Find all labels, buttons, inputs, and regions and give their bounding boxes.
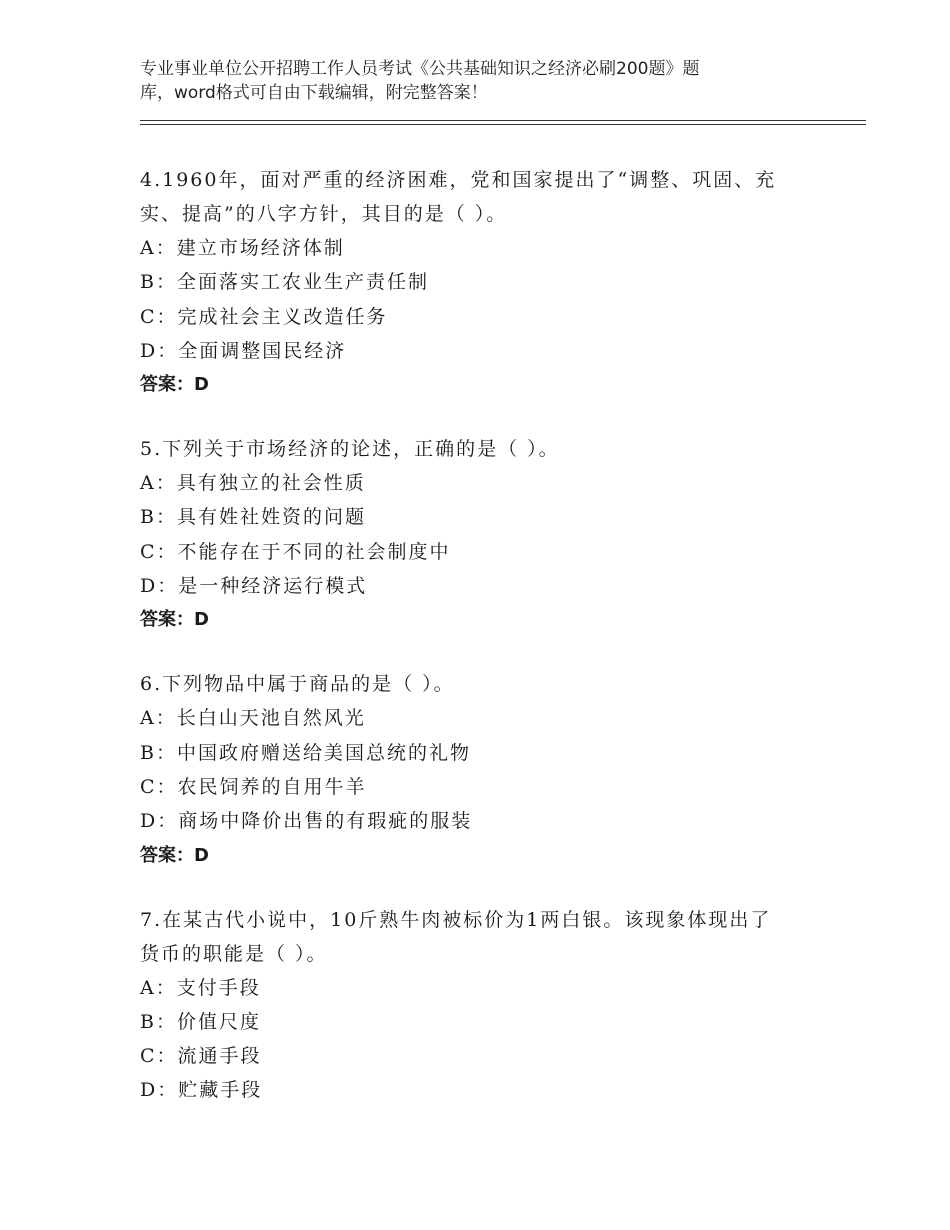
- option-c: C：不能存在于不同的社会制度中: [140, 540, 451, 563]
- option-d: D：是一种经济运行模式: [140, 575, 368, 598]
- option-a: A：具有独立的社会性质: [140, 472, 366, 495]
- question-stem-line: 4.1960年，面对严重的经济困难，党和国家提出了“调整、巩固、充: [140, 169, 777, 191]
- option-a: A：长白山天池自然风光: [140, 707, 366, 730]
- answer-label: 答案：D: [140, 609, 209, 631]
- document-header: [140, 57, 780, 105]
- question-stem-line: 货币的职能是（ ）。: [140, 942, 328, 965]
- option-d: D：贮藏手段: [140, 1079, 263, 1102]
- option-d: D：商场中降价出售的有瑕疵的服装: [140, 810, 473, 833]
- option-c: C：流通手段: [140, 1045, 262, 1068]
- question-5: [140, 432, 820, 637]
- option-b: B：全面落实工农业生产责任制: [140, 271, 429, 294]
- question-6: [140, 667, 820, 872]
- option-c: C：农民饲养的自用牛羊: [140, 775, 367, 798]
- question-list: [140, 163, 820, 1138]
- header-divider-bottom: [140, 124, 866, 125]
- option-d: D：全面调整国民经济: [140, 339, 347, 362]
- question-7: [140, 903, 820, 1108]
- question-4: [140, 163, 820, 402]
- option-a: A：支付手段: [140, 976, 261, 999]
- answer-label: 答案：D: [140, 844, 209, 866]
- option-a: A：建立市场经济体制: [140, 237, 345, 259]
- answer-label: 答案：D: [140, 374, 209, 396]
- option-b: B：具有姓社姓资的问题: [140, 506, 366, 529]
- option-b: B：中国政府赠送给美国总统的礼物: [140, 741, 471, 764]
- option-b: B：价值尺度: [140, 1010, 261, 1033]
- header-divider-top: [140, 120, 866, 121]
- question-stem-line: 实、提高”的八字方针，其目的是（ ）。: [140, 203, 508, 225]
- question-stem-line: 7.在某古代小说中，10斤熟牛肉被标价为1两白银。该现象体现出了: [140, 908, 772, 931]
- header-line-2: 库，word格式可自由下载编辑，附完整答案！: [140, 83, 488, 103]
- header-line-1: 专业事业单位公开招聘工作人员考试《公共基础知识之经济必刷200题》题: [140, 59, 700, 79]
- question-stem-line: 5.下列关于市场经济的论述，正确的是（ ）。: [140, 438, 560, 461]
- option-c: C：完成社会主义改造任务: [140, 305, 388, 328]
- question-stem-line: 6.下列物品中属于商品的是（ ）。: [140, 673, 455, 696]
